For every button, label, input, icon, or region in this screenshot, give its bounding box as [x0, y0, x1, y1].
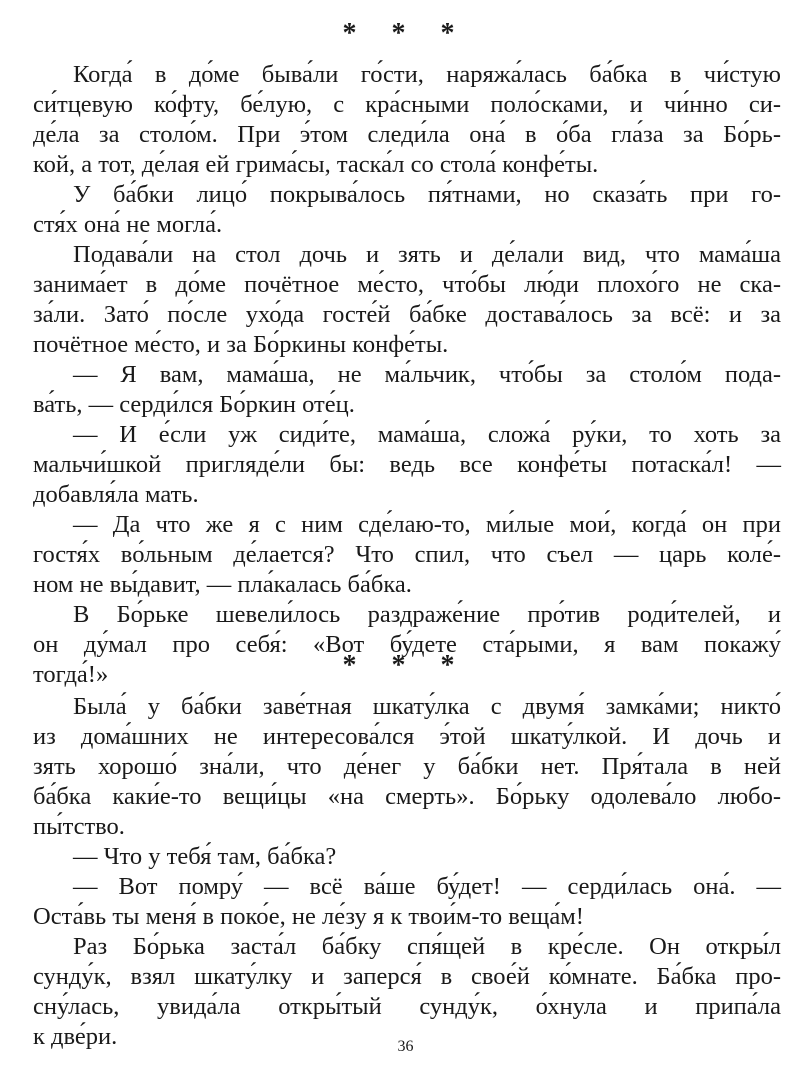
section-2-text: [33, 692, 781, 1052]
text-line: сунду́к, взял шкату́лку и заперся́ в свое́й ко́мнате. Ба́бка про-: [33, 963, 781, 990]
text-line: — Я вам, мама́ша, не ма́льчик, что́бы за столо́м пода-: [73, 361, 781, 388]
text-line: — И е́сли уж сиди́те, мама́ша, сложа́ ру́ки, то хоть за: [73, 421, 781, 448]
text-line: си́тцевую ко́фту, бе́лую, с кра́сными поло́сками, и чи́нно си-: [33, 91, 781, 118]
text-line: ба́бка каки́е-то вещи́цы «на смерть». Бо́рьку одолева́ло любо-: [33, 783, 781, 810]
text-line: Была́ у ба́бки заве́тная шкату́лка с двумя́ замка́ми; никто́: [73, 693, 781, 720]
text-line: добавля́ла мать.: [33, 481, 199, 508]
text-line: У ба́бки лицо́ покрыва́лось пя́тнами, но сказа́ть при го-: [73, 181, 781, 208]
text-line: зять хорошо́ зна́ли, что де́нег у ба́бки нет. Пря́тала в ней: [33, 753, 781, 780]
text-line: мальчи́шкой пригляде́ли бы: ведь все конфе́ты потаска́л! —: [33, 451, 781, 478]
section-separator-1: * * *: [342, 18, 469, 49]
text-line: кой, а тот, де́лая ей грима́сы, таска́л со стола́ конфе́ты.: [33, 151, 599, 178]
text-line: Когда́ в до́ме быва́ли го́сти, наряжа́лась ба́бка в чи́стую: [73, 61, 781, 88]
text-line: занима́ет в до́ме почётное ме́сто, что́бы лю́ди плохо́го не ска-: [33, 271, 781, 298]
text-line: почётное ме́сто, и за Бо́ркины конфе́ты.: [33, 331, 449, 358]
text-line: Раз Бо́рька заста́л ба́бку спя́щей в кре́сле. Он откры́л: [73, 933, 781, 960]
text-line: к две́ри.: [33, 1023, 118, 1050]
text-line: — Да что же я с ним сде́лаю-то, ми́лые мои́, когда́ он при: [73, 511, 781, 538]
text-line: за́ли. Зато́ по́сле ухо́да госте́й ба́бке достава́лось за всё: и за: [33, 301, 781, 328]
text-line: В Бо́рьке шевели́лось раздраже́ние про́тив роди́телей, и: [73, 601, 781, 628]
text-line: он ду́мал про себя́: «Вот бу́дете ста́рыми, я вам покажу́: [33, 631, 781, 658]
text-line: ва́ть, — серди́лся Бо́ркин оте́ц.: [33, 391, 355, 418]
text-line: пы́тство.: [33, 813, 125, 840]
section-1-text: [33, 60, 781, 690]
text-line: тогда́!»: [33, 661, 109, 688]
text-line: из дома́шних не интересова́лся э́той шкату́лкой. И дочь и: [33, 723, 781, 750]
text-line: стя́х она́ не могла́.: [33, 211, 223, 238]
text-line: — Вот помру́ — всё ва́ше бу́дет! — серди́лась она́. —: [73, 873, 781, 900]
text-line: Оста́вь ты меня́ в поко́е, не ле́зу я к твои́м-то веща́м!: [33, 903, 584, 930]
text-line: — Что у тебя́ там, ба́бка?: [73, 843, 337, 870]
text-line: де́ла за столо́м. При э́том следи́ла она́ в о́ба гла́за за Бо́рь-: [33, 121, 781, 148]
text-line: сну́лась, увида́ла откры́тый сунду́к, о́хнула и припа́ла: [33, 993, 781, 1020]
section-separator-2: * * *: [342, 650, 469, 681]
text-line: ном не вы́давит, — пла́калась ба́бка.: [33, 571, 412, 598]
text-line: Подава́ли на стол дочь и зять и де́лали вид, что мама́ша: [73, 241, 781, 268]
page-number: 36: [397, 1038, 414, 1055]
text-line: гостя́х во́льным де́лается? Что спил, что съел — царь коле́-: [33, 541, 781, 568]
